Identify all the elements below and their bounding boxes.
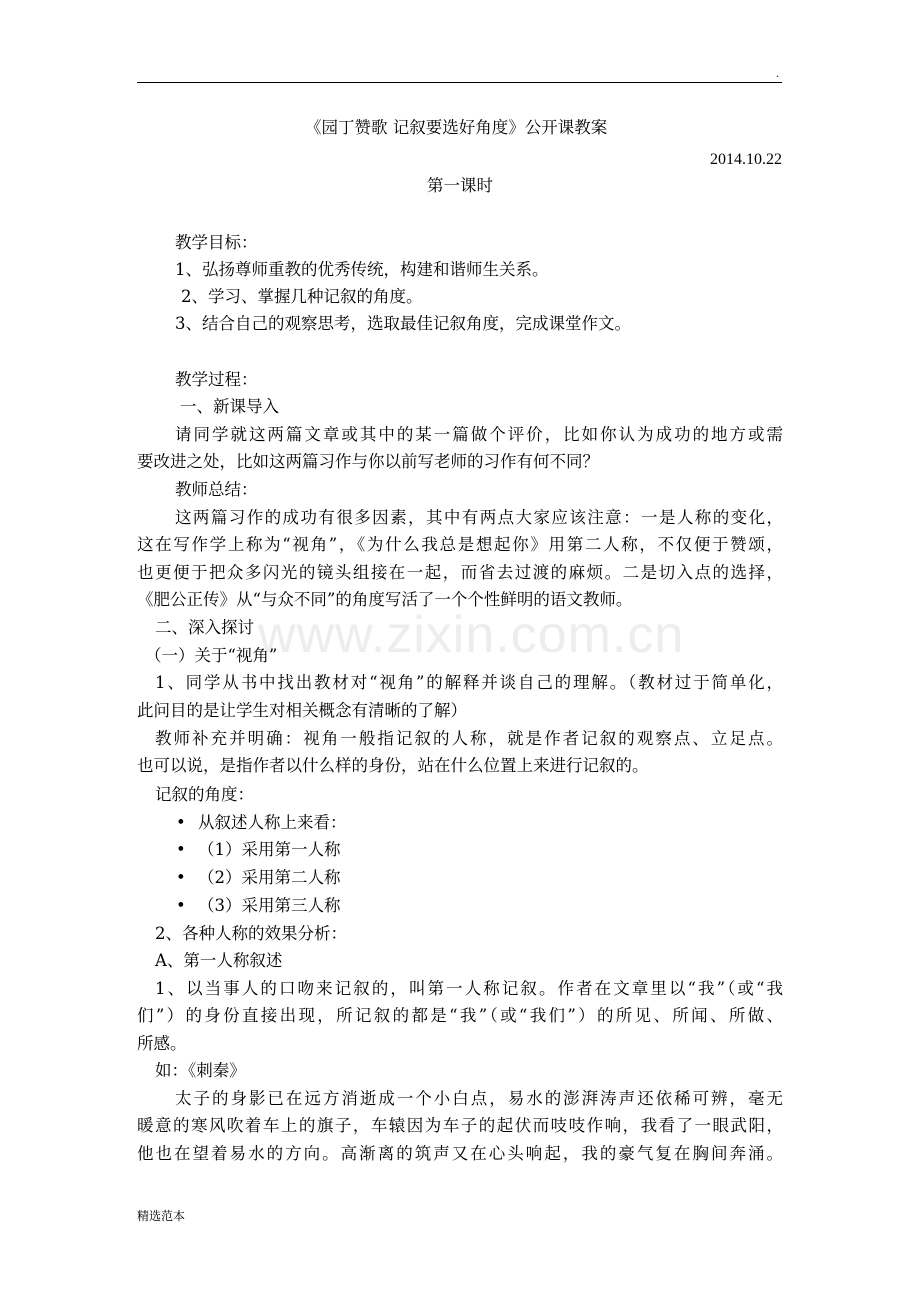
footer-label: 精选范本: [137, 1209, 186, 1223]
paragraph-line: 这在写作学上称为“视角”，《为什么我总是想起你》用第二人称，不仅便于赞颂，: [137, 535, 783, 554]
objectives-heading: 教学目标：: [175, 233, 258, 252]
list-item-label: （3）采用第三人称: [198, 896, 341, 915]
paragraph-line: 1、以当事人的口吻来记叙的，叫第一人称记叙。作者在文章里以“我”（或“我: [155, 979, 783, 998]
process-heading: 教学过程：: [175, 370, 258, 389]
paragraph-line: 所感。: [137, 1034, 187, 1053]
list-item: [176, 868, 341, 888]
bullet-icon: •: [176, 868, 186, 887]
list-item: [176, 813, 347, 833]
subsection-heading: （一）关于“视角”: [145, 646, 278, 665]
corner-mark: .: [776, 69, 780, 80]
paragraph-line: 们”）的身份直接出现，所记叙的都是“我”（或“我们”）的所见、所闻、所做、: [137, 1006, 783, 1025]
doc-title: 《园丁赞歌 记叙要选好角度》公开课教案: [305, 118, 608, 137]
doc-date: 2014.10.22: [710, 151, 782, 168]
paragraph-line: 教师补充并明确：视角一般指记叙的人称，就是作者记叙的观察点、立足点。: [155, 729, 783, 748]
item-heading: 2、各种人称的效果分析：: [155, 924, 347, 943]
list-item: [176, 840, 341, 860]
paragraph-line: 也更便于把众多闪光的镜头组接在一起，而省去过渡的麻烦。二是切入点的选择，: [137, 563, 783, 582]
paragraph-line: 1、同学从书中找出教材对“视角”的解释并谈自己的理解。（教材过于简单化，: [155, 673, 783, 692]
objective-item: 3、结合自己的观察思考，选取最佳记叙角度，完成课堂作文。: [175, 314, 631, 333]
paragraph-line: 请同学就这两篇文章或其中的某一篇做个评价，比如你认为成功的地方或需: [175, 425, 783, 444]
list-item-label: （1）采用第一人称: [198, 840, 341, 859]
paragraph-line: 太子的身影已在远方消逝成一个小白点，易水的澎湃涛声还依稀可辨，毫无: [175, 1089, 783, 1108]
section-heading: 二、深入探讨: [155, 618, 254, 637]
paragraph-line: 《肥公正传》从“与众不同”的角度写活了一个个性鲜明的语文教师。: [137, 590, 633, 609]
objective-item: 2、学习、掌握几种记叙的角度。: [181, 287, 423, 306]
watermark: www.zixin.com.cn: [258, 606, 685, 664]
doc-subtitle: 第一课时: [427, 176, 493, 195]
paragraph-line: 要改进之处，比如这两篇习作与你以前写老师的习作有何不同？: [137, 452, 599, 471]
section-heading: 一、新课导入: [180, 397, 279, 416]
paragraph-line: 这两篇习作的成功有很多因素，其中有两点大家应该注意：一是人称的变化，: [175, 508, 783, 527]
objective-item: 1、弘扬尊师重教的优秀传统，构建和谐师生关系。: [175, 260, 549, 279]
item-heading: A、第一人称叙述: [155, 951, 283, 970]
paragraph-line: 也可以说，是指作者以什么样的身份，站在什么位置上来进行记叙的。: [137, 756, 649, 775]
paragraph-line: 此问目的是让学生对相关概念有清晰的了解）: [137, 701, 467, 720]
teacher-summary-heading: 教师总结：: [175, 480, 258, 499]
bullet-icon: •: [176, 813, 186, 832]
angle-heading: 记叙的角度：: [155, 785, 254, 804]
list-item-label: （2）采用第二人称: [198, 868, 341, 887]
list-item-label: 从叙述人称上来看：: [198, 813, 347, 832]
list-item: [176, 896, 341, 916]
bullet-icon: •: [176, 896, 186, 915]
header-rule: [137, 82, 782, 83]
example-heading: 如：《刺秦》: [155, 1061, 246, 1080]
paragraph-line: 暖意的寒风吹着车上的旗子，车辕因为车子的起伏而吱吱作响，我看了一眼武阳，: [137, 1116, 783, 1135]
paragraph-line: 他也在望着易水的方向。高渐离的筑声又在心头响起，我的豪气复在胸间奔涌。: [137, 1144, 783, 1163]
bullet-icon: •: [176, 840, 186, 859]
